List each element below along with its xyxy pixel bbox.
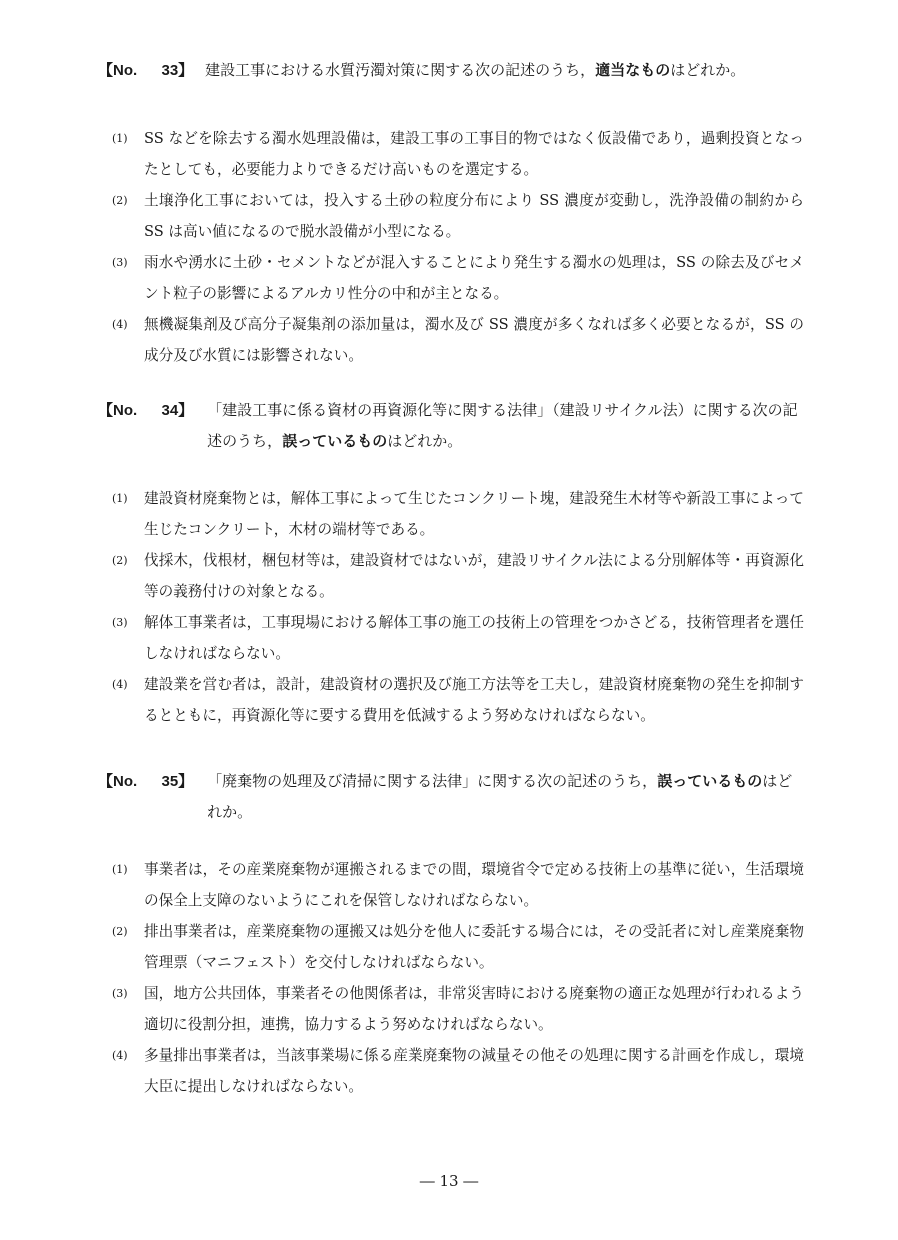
choice-text: 土壌浄化工事においては，投入する土砂の粒度分布により SS 濃度が変動し，洗浄設備の制約から SS は高い値になるので脱水設備が小型になる。 <box>144 192 804 240</box>
question-emphasis: 誤っているもの <box>657 772 763 790</box>
question-stem: 建設工事における水質汚濁対策に関する次の記述のうち，適当なものはどれか。 <box>205 61 746 79</box>
choice-number: (1) <box>112 863 128 876</box>
question-header <box>98 55 804 86</box>
choice-item <box>98 483 804 545</box>
question-label: 【No. 35】 <box>98 766 193 797</box>
choice-number: (2) <box>112 925 128 938</box>
choice-text: 多量排出事業者は，当該事業場に係る産業廃棄物の減量その他その処理に関する計画を作成し，環境大臣に提出しなければならない。 <box>144 1047 804 1095</box>
question-35 <box>98 766 804 1102</box>
question-stem: 「廃棄物の処理及び清掃に関する法律」に関する次の記述のうち，誤っているものはどれか。 <box>207 772 793 821</box>
choice-item <box>98 123 804 185</box>
question-stem: 「建設工事に係る資材の再資源化等に関する法律」（建設リサイクル法）に関する次の記述のうち，誤っているものはどれか。 <box>207 401 798 450</box>
choice-list <box>98 854 804 1102</box>
choice-text: 排出事業者は，産業廃棄物の運搬又は処分を他人に委託する場合には，その受託者に対し産業廃棄物管理票（マニフェスト）を交付しなければならない。 <box>144 923 804 971</box>
choice-list <box>98 483 804 731</box>
choice-number: (3) <box>112 987 128 1000</box>
choice-item <box>98 916 804 978</box>
choice-item <box>98 978 804 1040</box>
choice-text: 建設業を営む者は，設計，建設資材の選択及び施工方法等を工夫し，建設資材廃棄物の発生を抑制するとともに，再資源化等に要する費用を低減するよう努めなければならない。 <box>144 676 804 724</box>
choice-item <box>98 247 804 309</box>
question-header <box>98 395 804 457</box>
choice-number: (2) <box>112 194 128 207</box>
choice-text: 事業者は，その産業廃棄物が運搬されるまでの間，環境省令で定める技術上の基準に従い，生活環境の保全上支障のないようにこれを保管しなければならない。 <box>144 861 804 909</box>
page-number: ― 13 ― <box>419 1172 479 1190</box>
choice-number: (2) <box>112 554 128 567</box>
choice-text: 雨水や湧水に土砂・セメントなどが混入することにより発生する濁水の処理は，SS の除去及びセメント粒子の影響によるアルカリ性分の中和が主となる。 <box>144 254 804 302</box>
choice-text: 建設資材廃棄物とは，解体工事によって生じたコンクリート塊，建設発生木材等や新設工事によって生じたコンクリート，木材の端材等である。 <box>144 490 804 538</box>
choice-text: 伐採木，伐根材，梱包材等は，建設資材ではないが，建設リサイクル法による分別解体等・再資源化等の義務付けの対象となる。 <box>144 552 804 600</box>
choice-item <box>98 1040 804 1102</box>
choice-item <box>98 607 804 669</box>
choice-list <box>98 123 804 371</box>
choice-number: (4) <box>112 318 128 331</box>
choice-text: 無機凝集剤及び高分子凝集剤の添加量は，濁水及び SS 濃度が多くなれば多く必要となるが，SS の成分及び水質には影響されない。 <box>144 316 804 364</box>
choice-item <box>98 854 804 916</box>
choice-number: (1) <box>112 132 128 145</box>
choice-text: 解体工事業者は，工事現場における解体工事の施工の技術上の管理をつかさどる，技術管理者を選任しなければならない。 <box>144 614 804 662</box>
choice-number: (4) <box>112 1049 128 1062</box>
choice-number: (3) <box>112 256 128 269</box>
choice-text: SS などを除去する濁水処理設備は，建設工事の工事目的物ではなく仮設備であり，過剰投資となったとしても，必要能力よりできるだけ高いものを選定する。 <box>144 130 804 178</box>
choice-item <box>98 669 804 731</box>
question-number: 33】 <box>161 62 194 79</box>
choice-number: (4) <box>112 678 128 691</box>
question-34 <box>98 395 804 731</box>
choice-item <box>98 185 804 247</box>
question-number: 34】 <box>161 402 194 419</box>
question-label: 【No. 34】 <box>98 395 193 426</box>
question-header <box>98 766 804 828</box>
choice-number: (1) <box>112 492 128 505</box>
choice-number: (3) <box>112 616 128 629</box>
question-emphasis: 適当なもの <box>595 61 671 79</box>
question-label: 【No. 33】 <box>98 55 193 86</box>
question-33 <box>98 55 804 371</box>
choice-item <box>98 545 804 607</box>
choice-item <box>98 309 804 371</box>
choice-text: 国，地方公共団体，事業者その他関係者は，非常災害時における廃棄物の適正な処理が行われるよう適切に役割分担，連携，協力するよう努めなければならない。 <box>144 985 804 1033</box>
question-number: 35】 <box>161 773 194 790</box>
question-emphasis: 誤っているもの <box>282 432 388 450</box>
